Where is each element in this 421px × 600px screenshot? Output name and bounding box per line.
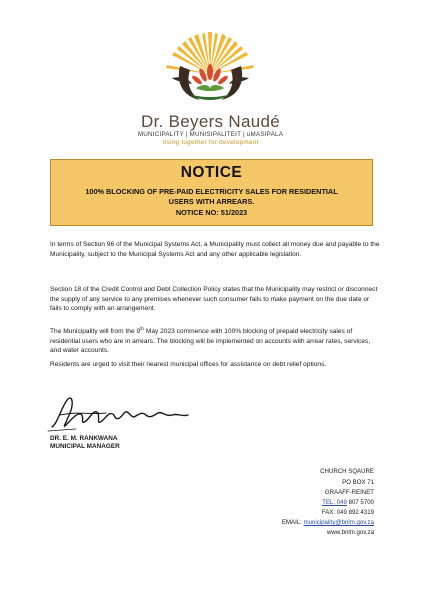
- address-po-box: PO BOX 71: [342, 479, 374, 486]
- paragraph-debt-relief: Residents are urged to visit their nearest municipal offices for assistance on debt relief options.: [50, 361, 327, 368]
- address-email: [282, 519, 374, 526]
- notice-subject-line-2: USERS WITH ARREARS.: [168, 197, 255, 206]
- notice-banner: [50, 159, 373, 226]
- address-website[interactable]: www.bnlm.gov.za: [327, 529, 374, 536]
- telephone-link[interactable]: TEL: 049: [322, 499, 347, 506]
- handwritten-signature: [46, 393, 196, 433]
- notice-number: NOTICE NO: 51/2023: [175, 208, 248, 217]
- telephone-number: 807 5700: [346, 499, 374, 506]
- address-telephone: [322, 499, 374, 506]
- signatory-name: DR. E. M. RANKWANA: [50, 435, 118, 442]
- brand-tagline: rising together for development: [162, 139, 259, 146]
- signatory-title: MUNICIPAL MANAGER: [50, 443, 120, 450]
- address-town: GRAAFF-REINET: [324, 489, 374, 496]
- address-fax: FAX: 049 892 4319: [321, 509, 374, 516]
- municipality-logo: [150, 22, 271, 114]
- paragraph-blocking-date: [50, 324, 380, 356]
- paragraph-systems-act: In terms of Section 96 of the Municipal Systems Act, a Municipality must collect all money due and payable to the Municipality, subject to the Municipal Systems Act and any other applicable legislation.: [50, 241, 380, 258]
- email-link[interactable]: municipality@bnlm.gov.za: [303, 519, 374, 526]
- notice-subject-line-1: 100% BLOCKING OF PRE-PAID ELECTRICITY SALES FOR RESIDENTIAL: [85, 187, 338, 196]
- address-street: CHURCH SQAURE: [320, 468, 374, 475]
- paragraph-blocking-date-part1: The Municipality will from the 9: [50, 328, 141, 336]
- date-ordinal-suffix: th: [140, 326, 144, 331]
- brand-subtitle: MUNICIPALITY | MUNISIPALITEIT | uMASIPALA: [137, 131, 284, 138]
- paragraph-credit-control: Section 18 of the Credit Control and Debt Collection Policy states that the Municipality may restrict or disconnect the supply of any service to any premises whenever such consumer fails to make payment on the due date or fails to comply with an arrangement.: [50, 286, 378, 313]
- brand-name: Dr. Beyers Naudé: [141, 112, 280, 131]
- paragraph-blocking-date-part2: May 2023 commence with 100% blocking of prepaid electricity sales of residential users who are in arrears. The blocking will be implemented on accounts with arrear rates, services, and water accounts.: [50, 328, 371, 355]
- email-label: EMAIL:: [281, 519, 304, 526]
- notice-title: NOTICE: [180, 164, 243, 181]
